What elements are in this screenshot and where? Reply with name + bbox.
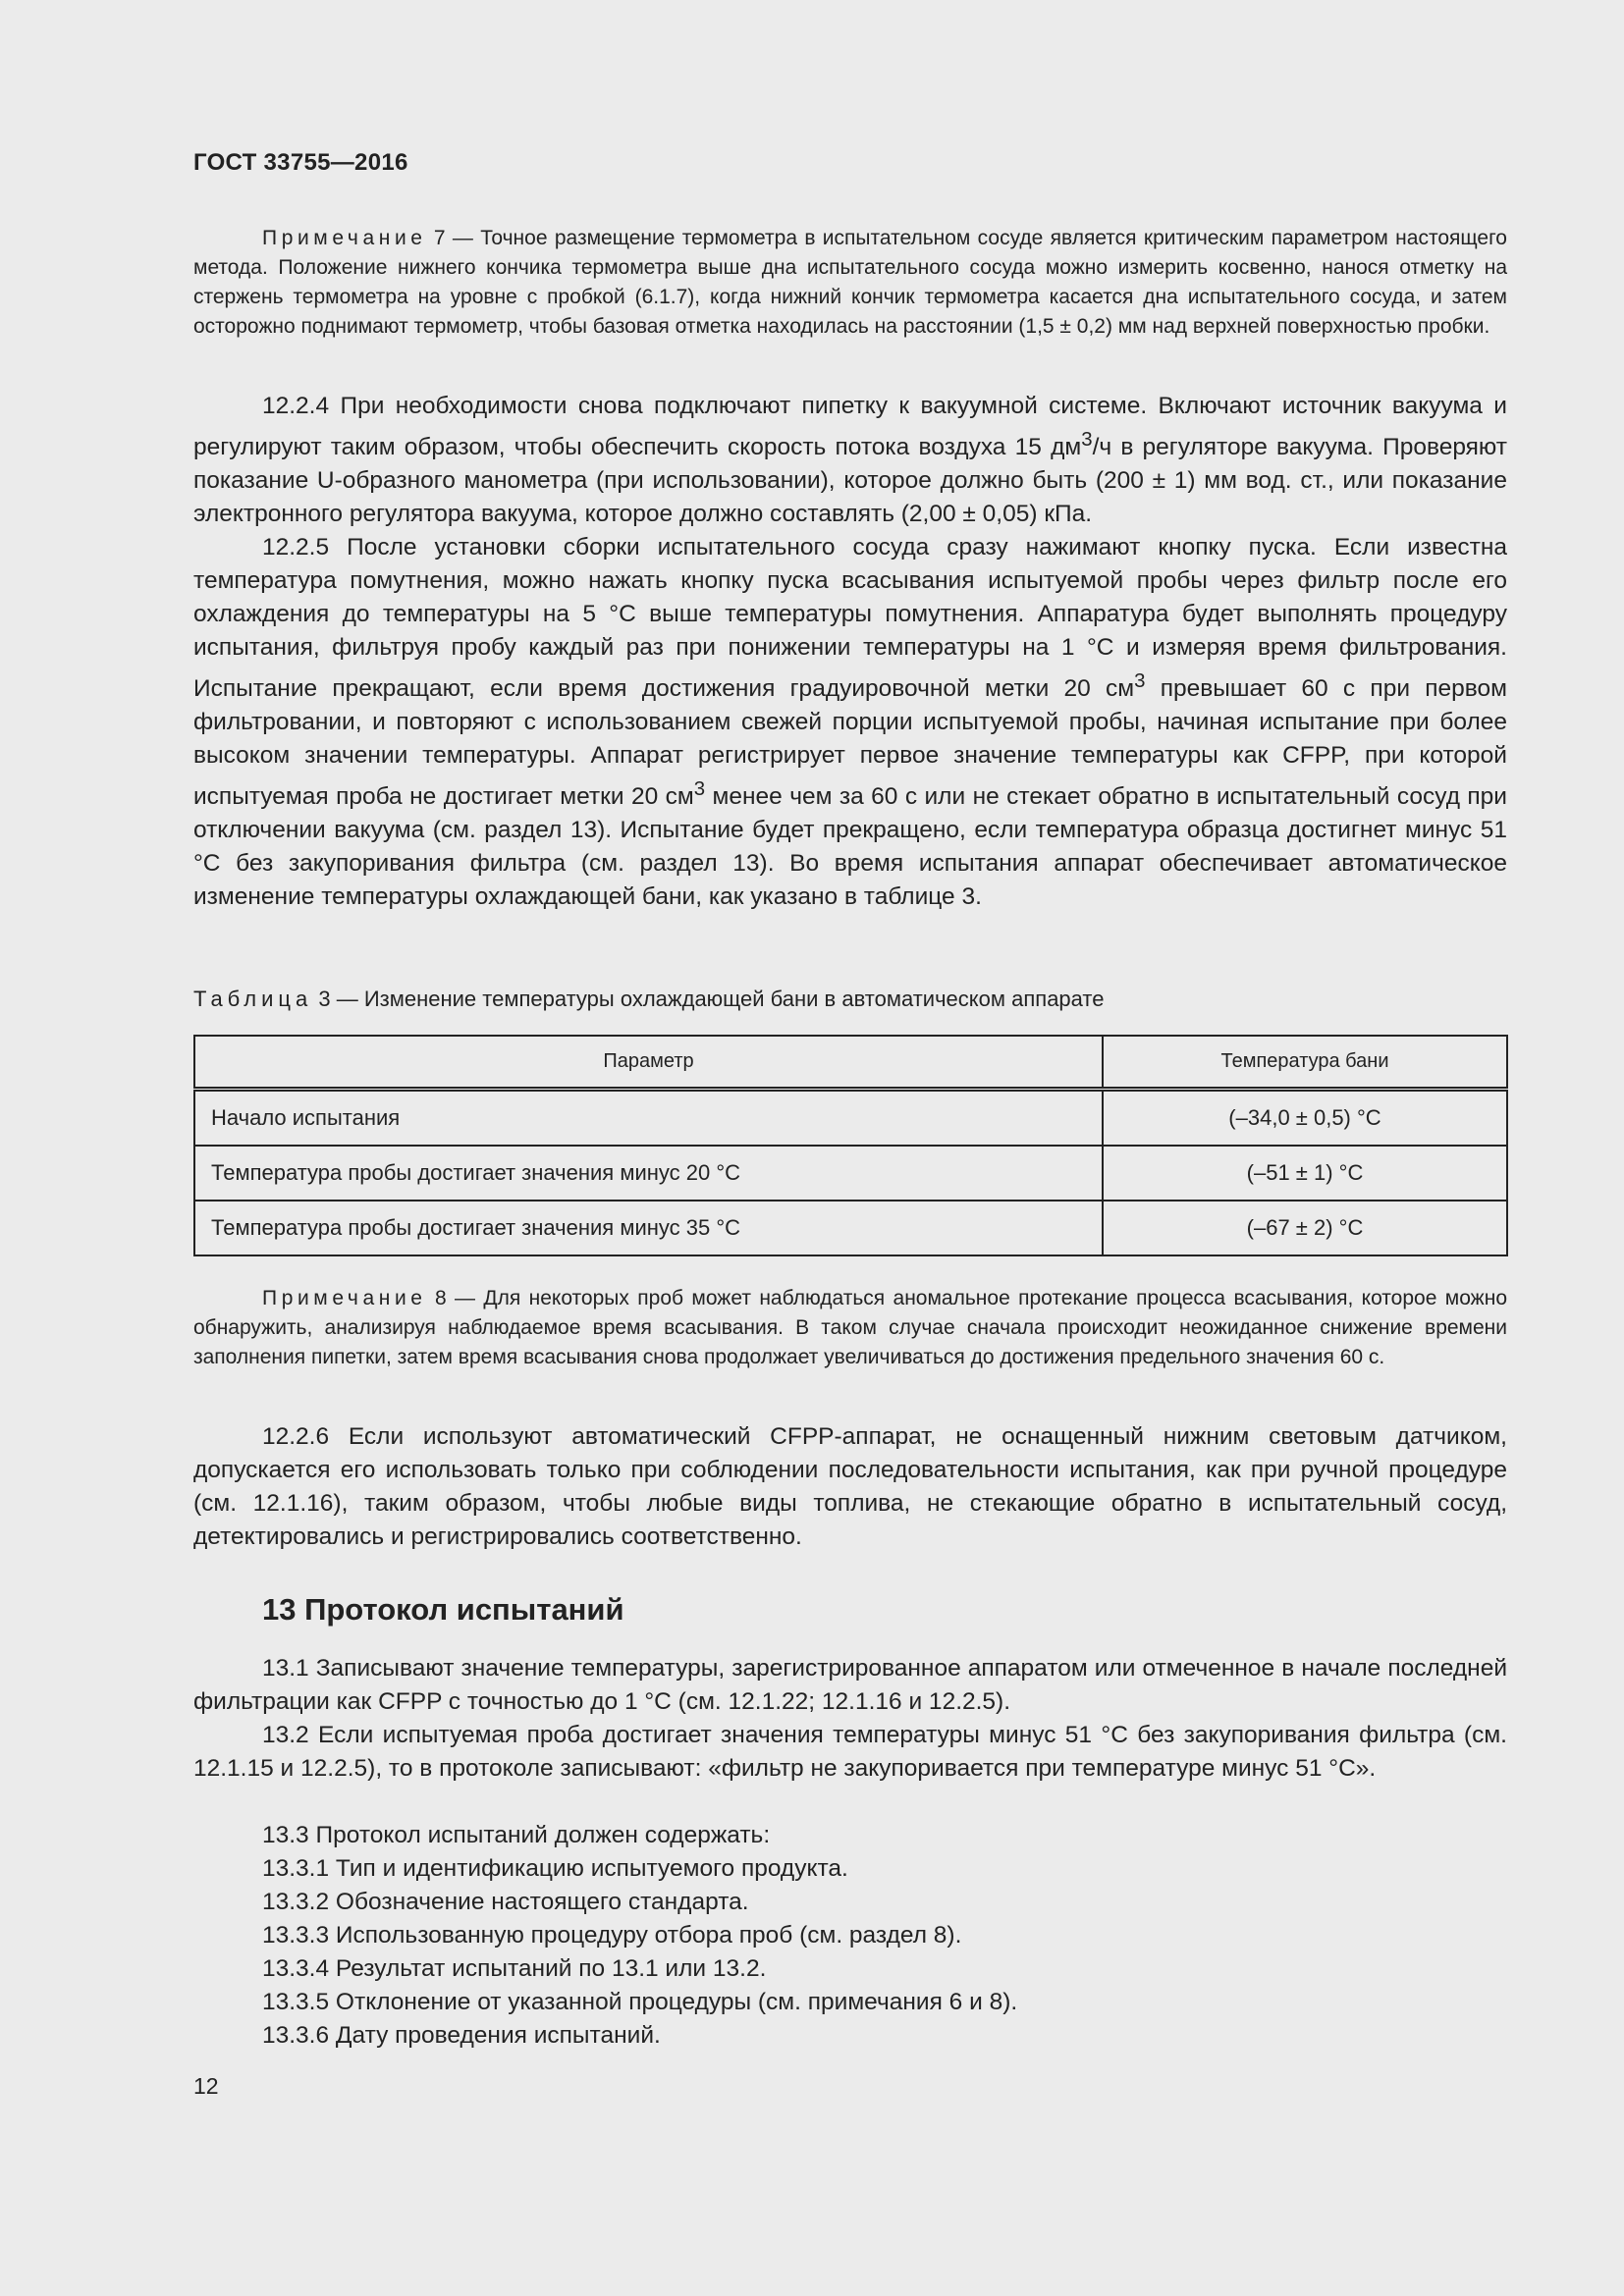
table-header-bath-temperature: Температура бани	[1103, 1036, 1507, 1090]
paragraph-13-1: 13.1 Записывают значение температуры, зарегистрированное аппаратом или отмеченное в начале последней фильтрации как CFPP с точностью до 1 °С (см. 12.1.22; 12.1.16 и 12.2.5).	[193, 1655, 1507, 1715]
section-12-2-4-to-12-2-5	[193, 390, 1507, 914]
list-item: 13.3.1 Тип и идентификацию испытуемого продукта.	[262, 1855, 848, 1882]
note-8-lead: Примечание	[262, 1287, 427, 1309]
paragraph-12-2-5: 12.2.5 После установки сборки испытательного сосуда сразу нажимают кнопку пуска. Если известна температура помутнения, можно нажать кнопку пуска всасывания испытуемой пробы через фильтр после его охлаждения до температуры на 5 °С выше температуры помутнения. Аппаратура будет выполнять процедуру испытания, фильтруя пробу каждый раз при понижении температуры на 1 °С и измеряя время фильтрования. Испытание прекращают, если время достижения градуировочной метки 20 $см^3$ превышает 60 с при первом фильтровании, и повторяют с использованием свежей порции испытуемой пробы, начиная испытание при более высоком значении температуры. Аппарат регистрирует первое значение температуры как CFPP, при которой испытуемая проба не достигает метки 20 $см^3$ менее чем за 60 с или не стекает обратно в испытательный сосуд при отключении вакуума (см. раздел 13). Испытание будет прекращено, если температура образца достигнет минус 51 °С без закупоривания фильтра (см. раздел 13). Во время испытания аппарат обеспечивает автоматическое изменение температуры охлаждающей бани, как указано в таблице 3.	[193, 534, 1507, 911]
section-13-3-list	[262, 1819, 1017, 2053]
table-cell-temperature: (–51 ± 1) °С	[1103, 1146, 1507, 1201]
list-item: 13.3 Протокол испытаний должен содержать:	[262, 1822, 771, 1848]
table-3-caption: Таблица 3 — Изменение температуры охлаждающей бани в автоматическом аппарате	[193, 987, 1105, 1011]
paragraph-12-2-6: 12.2.6 Если используют автоматический CFPP-аппарат, не оснащенный нижним световым датчиком, допускается его использовать только при соблюдении последовательности испытания, как при ручной процедуре (см. 12.1.16), таким образом, чтобы любые виды топлива, не стекающие обратно в испытательный сосуд, детектировались и регистрировались соответственно.	[193, 1423, 1507, 1550]
table-3	[193, 1035, 1508, 1256]
paragraph-12-2-4: 12.2.4 При необходимости снова подключают пипетку к вакуумной системе. Включают источник вакуума и регулируют таким образом, чтобы обеспечить скорость потока воздуха 15 $дм^3/ч$ в регуляторе вакуума. Проверяют показание U-образного манометра (при использовании), которое должно быть (200 ± 1) мм вод. ст., или показание электронного регулятора вакуума, которое должно составлять (2,00 ± 0,05) кПа.	[193, 393, 1507, 528]
table-row	[194, 1090, 1507, 1147]
note-8	[193, 1284, 1507, 1372]
table-header-row	[194, 1036, 1507, 1090]
table-cell-parameter: Температура пробы достигает значения минус 20 °С	[194, 1146, 1103, 1201]
section-13-text	[193, 1652, 1507, 1786]
table-cell-parameter: Температура пробы достигает значения минус 35 °С	[194, 1201, 1103, 1255]
paragraph-13-2: 13.2 Если испытуемая проба достигает значения температуры минус 51 °С без закупоривания фильтра (см. 12.1.15 и 12.2.5), то в протоколе записывают: «фильтр не закупоривается при температуре минус 51 °С».	[193, 1722, 1507, 1782]
table-row	[194, 1201, 1507, 1255]
note-7-lead: Примечание	[262, 227, 427, 249]
list-item: 13.3.5 Отклонение от указанной процедуры (см. примечания 6 и 8).	[262, 1989, 1018, 2015]
section-13-heading: 13 Протокол испытаний	[262, 1592, 624, 1627]
table-row	[194, 1146, 1507, 1201]
document-header: ГОСТ 33755—2016	[193, 149, 408, 176]
list-item: 13.3.6 Дату проведения испытаний.	[262, 2022, 661, 2049]
page-number: 12	[193, 2073, 219, 2099]
section-12-2-6	[193, 1420, 1507, 1554]
table-header-parameter: Параметр	[194, 1036, 1103, 1090]
list-item: 13.3.2 Обозначение настоящего стандарта.	[262, 1889, 749, 1915]
note-8-text: 8 — Для некоторых проб может наблюдаться аномальное протекание процесса всасывания, которое можно обнаружить, анализируя наблюдаемое время всасывания. В таком случае сначала происходит неожиданное снижение времени заполнения пипетки, затем время всасывания снова продолжает увеличиваться до достижения предельного значения 60 с.	[193, 1287, 1507, 1368]
list-item: 13.3.3 Использованную процедуру отбора проб (см. раздел 8).	[262, 1922, 962, 1949]
note-7	[193, 224, 1507, 342]
table-cell-temperature: (–67 ± 2) °С	[1103, 1201, 1507, 1255]
list-item: 13.3.4 Результат испытаний по 13.1 или 13.2.	[262, 1955, 767, 1982]
table-cell-temperature: (–34,0 ± 0,5) °С	[1103, 1090, 1507, 1147]
table-cell-parameter: Начало испытания	[194, 1090, 1103, 1147]
note-7-text: 7 — Точное размещение термометра в испытательном сосуде является критическим параметром настоящего метода. Положение нижнего кончика термометра выше дна испытательного сосуда можно измерить косвенно, нанося отметку на стержень термометра на уровне с пробкой (6.1.7), когда нижний кончик термометра касается дна испытательного сосуда, и затем осторожно поднимают термометр, чтобы базовая отметка находилась на расстоянии (1,5 ± 0,2) мм над верхней поверхностью пробки.	[193, 227, 1507, 338]
